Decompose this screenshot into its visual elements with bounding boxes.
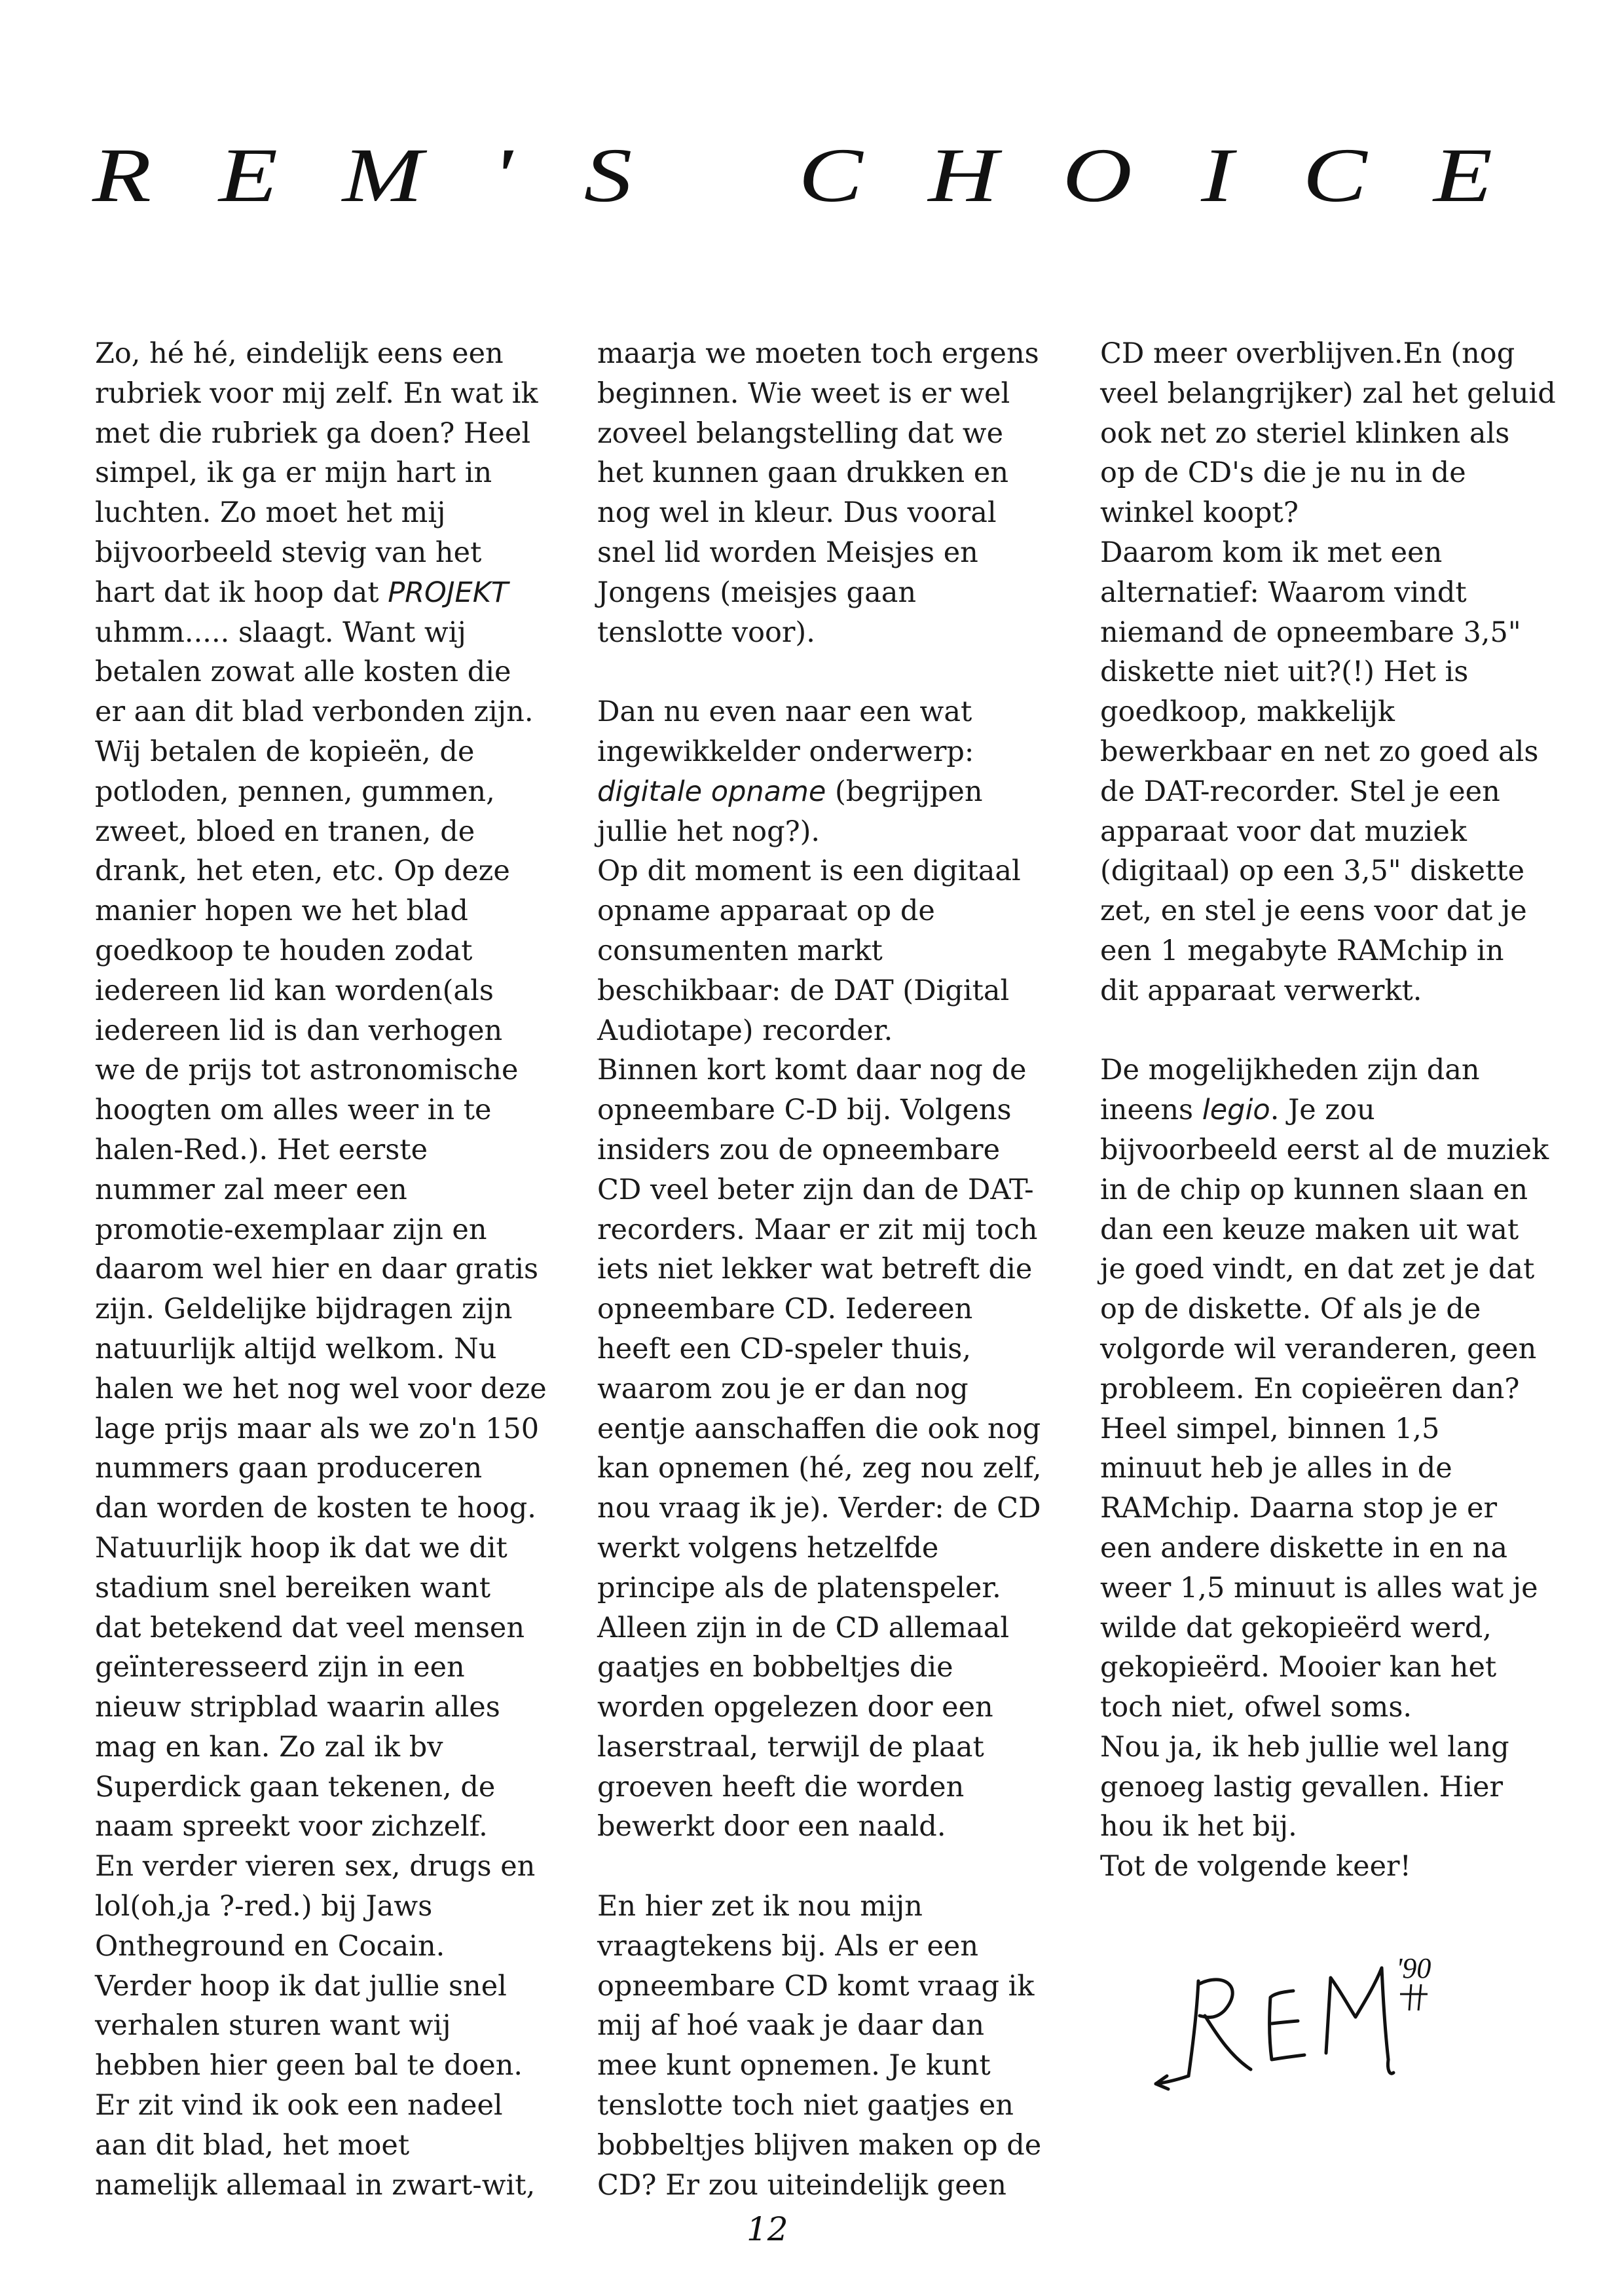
text-segment: opneembare CD. Iedereen [597,1293,973,1326]
text-segment: hou ik het bij. [1100,1810,1297,1843]
text-segment: dit apparaat verwerkt. [1100,974,1422,1007]
text-segment: CD veel beter zijn dan de DAT- [597,1173,1034,1206]
text-line [597,1011,1075,1051]
text-segment: principe als de platenspeler. [597,1571,1001,1604]
text-line [1100,573,1572,613]
text-segment: er aan dit blad verbonden zijn. [95,695,534,729]
text-line [1100,1489,1572,1528]
title-letter: E [1433,132,1492,218]
text-segment: Superdick gaan tekenen, de [95,1770,496,1804]
text-segment: nummer zal meer een [95,1173,407,1206]
text-segment: aan dit blad, het moet [95,2128,410,2162]
text-segment: zijn. Geldelijke bijdragen zijn [95,1293,513,1326]
text-segment: Op dit moment is een digitaal [597,855,1021,888]
text-segment: wilde dat gekopieërd werd, [1100,1611,1492,1644]
text-segment: drank, het eten, etc. Op deze [95,855,510,888]
text-line [597,493,1075,533]
text-line [95,414,566,454]
text-segment: Audiotape) recorder. [597,1014,893,1047]
article-column-1 [95,334,566,2205]
text-segment: mag en kan. Zo zal ik bv [95,1730,443,1764]
text-line [95,613,566,653]
text-line [1100,1568,1572,1608]
text-segment: iets niet lekker wat betreft die [597,1253,1033,1286]
text-line [1100,453,1572,493]
title-letter: ' [491,132,513,218]
signature-year: '90 [1396,1952,1431,1984]
title-letter [704,131,728,220]
italic-text: digitale opname [597,775,826,808]
text-segment: dan worden de kosten te hoog. [95,1492,536,1525]
text-line [95,1887,566,1927]
text-line [597,891,1075,931]
text-line [597,1528,1075,1568]
text-segment: Binnen kort komt daar nog de [597,1054,1027,1087]
text-line [1100,613,1572,653]
text-line [95,1130,566,1170]
text-line [597,692,1075,732]
text-line [95,1847,566,1887]
text-line [95,772,566,812]
text-segment: Ontheground en Cocain. [95,1929,445,1963]
title-letter: H [928,132,998,218]
text-line [1100,1528,1572,1568]
text-line [597,334,1075,374]
text-segment: alternatief: Waarom vindt [1100,576,1467,609]
text-segment: dan een keuze maken uit wat [1100,1213,1519,1246]
text-line [1100,1250,1572,1289]
text-segment: een andere diskette in en na [1100,1531,1508,1564]
text-line [95,1568,566,1608]
text-segment: CD meer overblijven.En (nog [1100,337,1515,370]
text-line [597,971,1075,1011]
text-line [1100,1329,1572,1369]
text-line [95,1489,566,1528]
text-segment: je goed vindt, en dat zet je dat [1100,1253,1535,1286]
text-segment: gaatjes en bobbeltjes die [597,1651,953,1684]
page-title [92,131,1492,220]
text-line [95,2006,566,2046]
text-line [597,1170,1075,1210]
text-segment: nummers gaan produceren [95,1452,483,1485]
text-line [597,1688,1075,1728]
text-segment: opname apparaat op de [597,895,935,928]
text-segment: namelijk allemaal in zwart-wit, [95,2168,536,2202]
text-segment: verhalen sturen want wij [95,2009,451,2043]
text-line [1100,652,1572,692]
text-segment: groeven heeft die worden [597,1770,965,1804]
text-line [95,1608,566,1648]
text-segment: manier hopen we het blad [95,895,468,928]
text-line [1100,692,1572,732]
text-segment: goedkoop, makkelijk [1100,695,1395,729]
text-segment: hebben hier geen bal te doen. [95,2049,523,2083]
text-segment: insiders zou de opneembare [597,1133,1001,1166]
text-line [597,1568,1075,1608]
rem-signature [1153,1932,1493,2102]
text-segment: RAMchip. Daarna stop je er [1100,1492,1498,1525]
text-segment: apparaat voor dat muziek [1100,815,1467,848]
text-line [95,334,566,374]
text-segment: rubriek voor mij zelf. En wat ik [95,377,538,410]
text-segment: zoveel belangstelling dat we [597,417,1004,450]
text-segment: geïnteresseerd zijn in een [95,1651,465,1684]
text-segment: natuurlijk altijd welkom. Nu [95,1332,497,1365]
text-line [1100,1728,1572,1768]
text-line [1100,533,1572,573]
italic-text: legio [1202,1094,1270,1127]
text-line [95,1329,566,1369]
text-segment: iedereen lid is dan verhogen [95,1014,503,1047]
text-line [95,652,566,692]
text-line [95,1528,566,1568]
text-segment: mee kunt opnemen. Je kunt [597,2049,991,2083]
text-segment: eentje aanschaffen die ook nog [597,1412,1041,1445]
article-column-3 [1100,334,1572,1887]
text-segment: nieuw stripblad waarin alles [95,1691,500,1724]
text-segment: werkt volgens hetzelfde [597,1531,939,1564]
text-segment: zet, en stel je eens voor dat je [1100,895,1527,928]
text-segment: bewerkt door een naald. [597,1810,946,1843]
text-segment: worden opgelezen door een [597,1691,993,1724]
text-line [1100,1807,1572,1847]
text-segment: En hier zet ik nou mijn [597,1890,923,1923]
text-segment: daarom wel hier en daar gratis [95,1253,539,1286]
text-segment: Nou ja, ik heb jullie wel lang [1100,1730,1509,1764]
text-line [597,2086,1075,2126]
text-segment: CD? Er zou uiteindelijk geen [597,2168,1006,2202]
text-segment: toch niet, ofwel soms. [1100,1691,1412,1724]
text-segment: veel belangrijker) zal het geluid [1100,377,1556,410]
text-line [95,1688,566,1728]
text-segment: ook net zo steriel klinken als [1100,417,1510,450]
text-segment: Tot de volgende keer! [1100,1850,1411,1883]
text-line [1100,1688,1572,1728]
text-line [597,1887,1075,1927]
text-line [95,1050,566,1090]
text-segment: Jongens (meisjes gaan [597,576,917,609]
text-segment: mij af hoé vaak je daar dan [597,2009,985,2043]
text-line [597,2126,1075,2166]
text-segment: bobbeltjes blijven maken op de [597,2128,1042,2162]
text-line [597,1728,1075,1768]
text-line [597,931,1075,971]
title-letter: C [1302,132,1367,218]
text-line [95,1369,566,1409]
text-line [1100,1289,1572,1329]
text-segment: simpel, ik ga er mijn hart in [95,456,492,490]
text-segment: opneembare CD komt vraag ik [597,1969,1035,2003]
text-segment: het kunnen gaan drukken en [597,456,1009,490]
text-line [597,1369,1075,1409]
text-segment: nog wel in kleur. Dus vooral [597,496,997,530]
text-segment: diskette niet uit?(!) Het is [1100,656,1469,689]
text-line [597,732,1075,772]
text-segment: met die rubriek ga doen? Heel [95,417,531,450]
text-segment: stadium snel bereiken want [95,1571,491,1604]
text-segment: naam spreekt voor zichzelf. [95,1810,488,1843]
text-segment: iedereen lid kan worden(als [95,974,494,1007]
text-segment: dat betekend dat veel mensen [95,1611,525,1644]
paragraph-break [597,652,1075,692]
text-segment: Alleen zijn in de CD allemaal [597,1611,1010,1644]
text-line [1100,1050,1572,1090]
text-line [597,772,1075,812]
text-segment: potloden, pennen, gummen, [95,775,495,808]
text-line [597,1409,1075,1449]
text-segment: gekopieërd. Mooier kan het [1100,1651,1497,1684]
text-line [1100,1648,1572,1688]
text-line [95,1170,566,1210]
text-line [597,414,1075,454]
text-line [597,1927,1075,1967]
title-letter: R [92,132,152,218]
text-line [95,692,566,732]
text-segment: consumenten markt [597,934,883,967]
text-segment: snel lid worden Meisjes en [597,536,978,569]
text-segment: genoeg lastig gevallen. Hier [1100,1770,1504,1804]
text-segment: (digitaal) op een 3,5" diskette [1100,855,1525,888]
text-line [597,1090,1075,1130]
text-segment: jullie het nog?). [597,815,821,848]
text-line [95,1927,566,1967]
text-segment: tenslotte toch niet gaatjes en [597,2089,1014,2122]
text-segment: beschikbaar: de DAT (Digital [597,974,1010,1007]
text-line [597,1289,1075,1329]
text-line [95,931,566,971]
text-line [95,1967,566,2007]
text-line [1100,891,1572,931]
text-segment: Natuurlijk hoop ik dat we dit [95,1531,507,1564]
text-segment: halen we het nog wel voor deze [95,1372,547,1405]
text-segment: Heel simpel, binnen 1,5 [1100,1412,1440,1445]
text-line [597,1608,1075,1648]
text-line [1100,732,1572,772]
text-line [95,1807,566,1847]
text-line [95,1409,566,1449]
title-letter: E [218,132,278,218]
text-segment: betalen zowat alle kosten die [95,656,511,689]
text-segment: Dan nu even naar een wat [597,695,972,729]
text-line [1100,1130,1572,1170]
text-segment: in de chip op kunnen slaan en [1100,1173,1528,1206]
text-line [597,2046,1075,2086]
text-segment: maarja we moeten toch ergens [597,337,1039,370]
text-segment: promotie-exemplaar zijn en [95,1213,487,1246]
text-line [597,613,1075,653]
text-line [1100,931,1572,971]
text-line [1100,1847,1572,1887]
text-line [1100,1409,1572,1449]
text-segment: goedkoop te houden zodat [95,934,473,967]
text-line [1100,414,1572,454]
text-line [597,533,1075,573]
text-segment: de DAT-recorder. Stel je een [1100,775,1500,808]
text-segment: beginnen. Wie weet is er wel [597,377,1010,410]
text-line [1100,812,1572,852]
text-segment: De mogelijkheden zijn dan [1100,1054,1480,1087]
title-letter: S [583,132,633,218]
text-line [95,2126,566,2166]
text-segment: hoogten om alles weer in te [95,1094,492,1127]
text-line [1100,1369,1572,1409]
text-line [1100,851,1572,891]
text-line [597,1967,1075,2007]
text-line [1100,334,1572,374]
text-line [1100,1608,1572,1648]
text-segment: minuut heb je alles in de [1100,1452,1452,1485]
text-line [597,1449,1075,1489]
text-line [597,1210,1075,1250]
text-line [597,1329,1075,1369]
text-line [95,1210,566,1250]
text-segment: kan opnemen (hé, zeg nou zelf, [597,1452,1042,1485]
text-segment: Zo, hé hé, eindelijk eens een [95,337,504,370]
title-letter: M [342,132,423,218]
italic-text: PROJEKT [388,576,509,609]
text-line [95,1090,566,1130]
text-segment: vraagtekens bij. Als er een [597,1929,979,1963]
text-segment: hart dat ik hoop dat [95,576,388,609]
text-line [597,374,1075,414]
text-segment: zweet, bloed en tranen, de [95,815,475,848]
text-line [95,2086,566,2126]
text-segment: Wij betalen de kopieën, de [95,735,475,768]
text-line [95,493,566,533]
text-segment: we de prijs tot astronomische [95,1054,519,1087]
text-line [597,851,1075,891]
text-line [597,1768,1075,1807]
text-line [95,573,566,613]
text-segment: En verder vieren sex, drugs en [95,1850,536,1883]
text-line [95,453,566,493]
text-line [95,812,566,852]
text-line [95,2046,566,2086]
text-segment: bijvoorbeeld stevig van het [95,536,482,569]
text-segment: lage prijs maar als we zo'n 150 [95,1412,540,1445]
text-segment: een 1 megabyte RAMchip in [1100,934,1504,967]
text-line [597,1648,1075,1688]
text-segment: opneembare C-D bij. Volgens [597,1094,1012,1127]
text-segment: niemand de opneembare 3,5" [1100,616,1521,649]
text-line [1100,1090,1572,1130]
text-segment: Er zit vind ik ook een nadeel [95,2089,503,2122]
text-line [1100,493,1572,533]
article-column-2 [597,334,1075,2205]
text-line [597,2166,1075,2206]
title-letter: C [798,132,863,218]
text-line [597,1050,1075,1090]
page-number: 12 [747,2210,788,2248]
text-line [95,971,566,1011]
text-segment: halen-Red.). Het eerste [95,1133,428,1166]
text-line [95,1250,566,1289]
text-segment: luchten. Zo moet het mij [95,496,446,530]
text-line [95,1728,566,1768]
text-line [95,1011,566,1051]
text-line [95,732,566,772]
text-line [1100,1210,1572,1250]
text-line [597,1489,1075,1528]
text-segment: op de CD's die je nu in de [1100,456,1466,490]
text-line [1100,971,1572,1011]
text-segment: weer 1,5 minuut is alles wat je [1100,1571,1538,1604]
text-line [597,2006,1075,2046]
text-segment: Verder hoop ik dat jullie snel [95,1969,507,2003]
text-segment: bijvoorbeeld eerst al de muziek [1100,1133,1549,1166]
text-line [597,1130,1075,1170]
text-line [1100,772,1572,812]
text-segment: laserstraal, terwijl de plaat [597,1730,984,1764]
text-line [95,1289,566,1329]
text-line [95,374,566,414]
text-segment: volgorde wil veranderen, geen [1100,1332,1537,1365]
text-line [597,453,1075,493]
text-line [1100,1768,1572,1807]
text-line [95,851,566,891]
text-segment: ingewikkelder onderwerp: [597,735,974,768]
text-segment: waarom zou je er dan nog [597,1372,969,1405]
text-segment: recorders. Maar er zit mij toch [597,1213,1038,1246]
text-line [95,1449,566,1489]
text-segment: winkel koopt? [1100,496,1299,530]
text-segment: lol(oh,ja ?-red.) bij Jaws [95,1890,433,1923]
text-segment: uhmm..... slaagt. Want wij [95,616,466,649]
text-line [597,1807,1075,1847]
title-letter: I [1201,132,1234,218]
paragraph-break [597,1847,1075,1887]
text-segment: Daarom kom ik met een [1100,536,1443,569]
text-line [95,533,566,573]
title-letter: O [1062,132,1133,218]
text-segment: bewerkbaar en net zo goed als [1100,735,1539,768]
text-line [1100,374,1572,414]
text-segment: op de diskette. Of als je de [1100,1293,1481,1326]
text-segment: . Je zou [1270,1094,1375,1127]
text-segment: ineens [1100,1094,1202,1127]
text-line [95,2166,566,2206]
text-line [597,573,1075,613]
text-line [95,891,566,931]
text-line [1100,1449,1572,1489]
text-segment: nou vraag ik je). Verder: de CD [597,1492,1041,1525]
text-segment: (begrijpen [826,775,983,808]
text-line [1100,1170,1572,1210]
paragraph-break [1100,1011,1572,1051]
text-segment: probleem. En copieëren dan? [1100,1372,1520,1405]
text-line [597,1250,1075,1289]
text-segment: heeft een CD-speler thuis, [597,1332,972,1365]
text-segment: tenslotte voor). [597,616,815,649]
text-line [597,812,1075,852]
text-line [95,1768,566,1807]
text-line [95,1648,566,1688]
